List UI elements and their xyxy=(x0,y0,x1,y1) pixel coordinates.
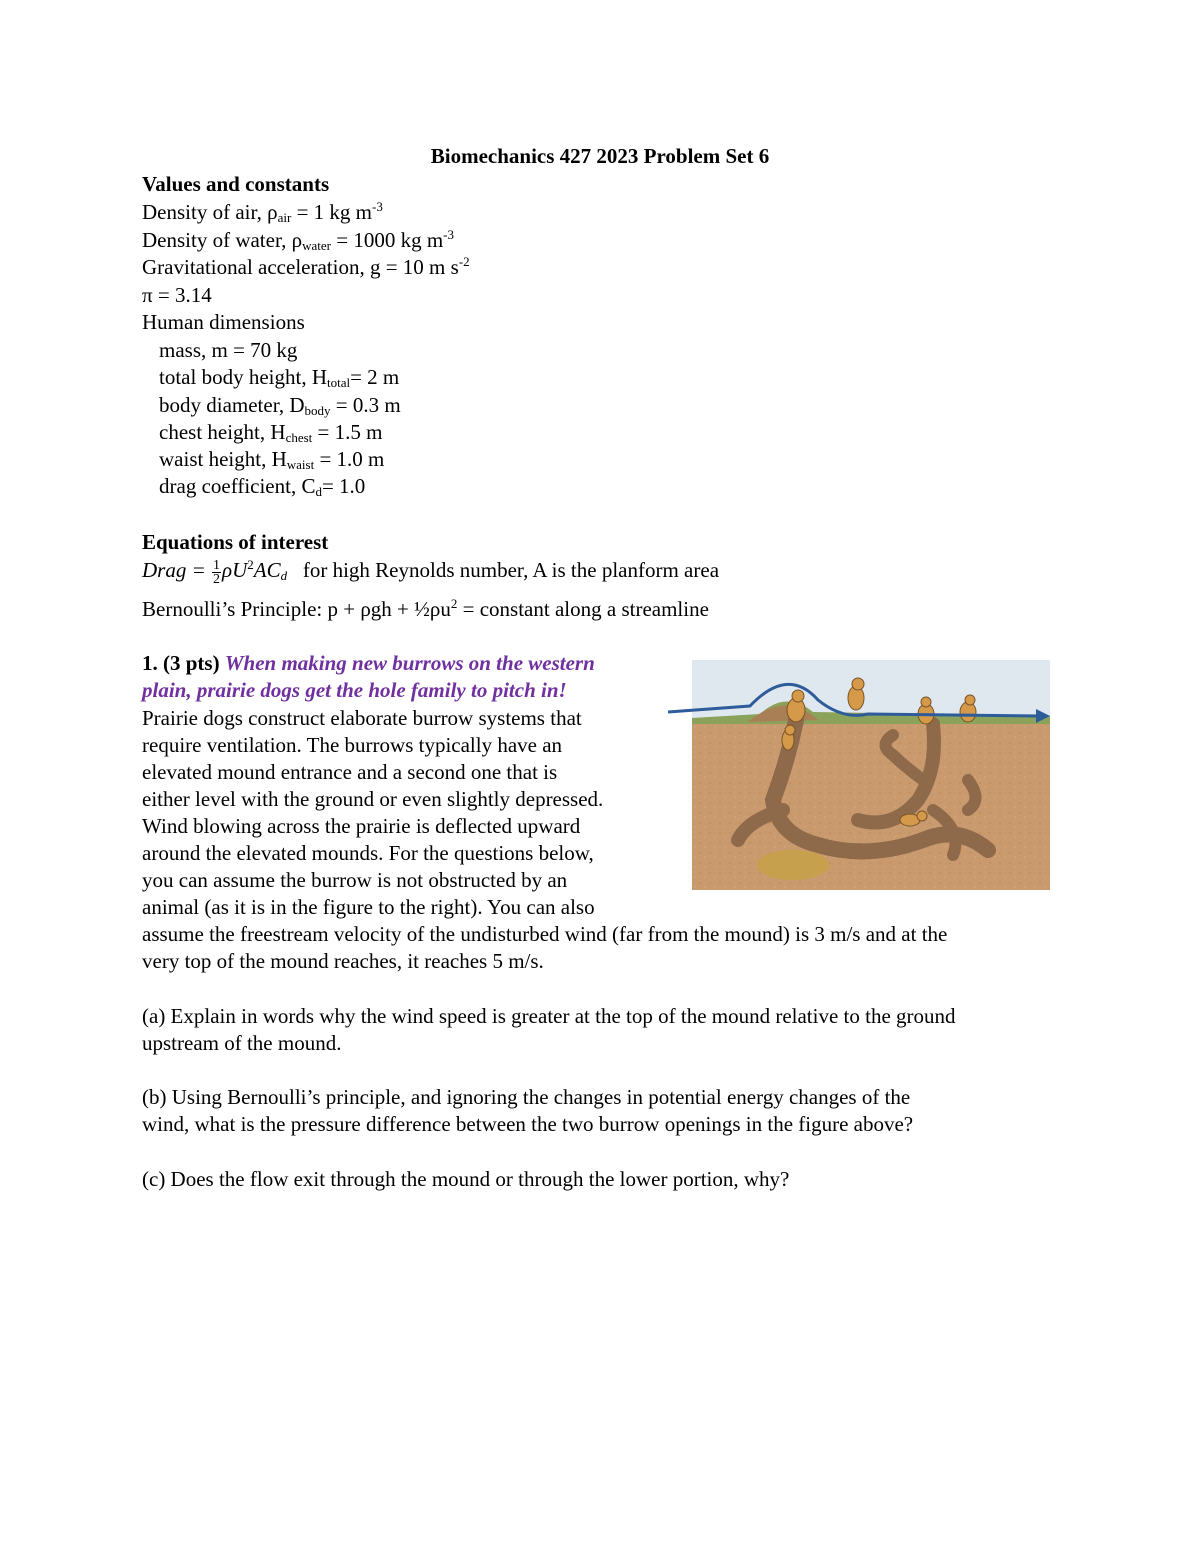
question-1-text: Wind blowing across the prairie is deflected upward xyxy=(142,814,581,838)
question-1-text: require ventilation. The burrows typically have an xyxy=(142,733,563,757)
question-1-text: you can assume the burrow is not obstructed by an xyxy=(142,868,568,892)
question-1-text: either level with the ground or even slightly depressed. xyxy=(142,787,604,811)
drag-coefficient: drag coefficient, $C_d= 1.0$ xyxy=(159,474,366,499)
equations-heading: Equations of interest xyxy=(142,530,329,554)
part-b: (b) Using Bernoulli’s principle, and ignoring the changes in potential energy changes of the xyxy=(142,1085,911,1109)
part-a: upstream of the mound. xyxy=(142,1031,342,1055)
question-1-text: very top of the mound reaches, it reaches 5 m/s. xyxy=(142,949,544,973)
question-1-text: around the elevated mounds. For the questions below, xyxy=(142,841,594,865)
page-title: Biomechanics 427 2023 Problem Set 6 xyxy=(430,144,770,168)
human-mass: mass, m = 70 kg xyxy=(159,338,298,362)
part-b: wind, what is the pressure difference between the two burrow openings in the figure above? xyxy=(142,1112,914,1136)
pi-value: π = 3.14 xyxy=(142,283,212,307)
chest-height: chest height, $H_{chest} = 1.5$ m xyxy=(159,420,383,445)
question-1-text: animal (as it is in the figure to the right). You can also xyxy=(142,895,595,919)
bernoulli-principle: Bernoulli’s Principle: $p + \rho gh + \frac{1}{2}\rho u^2$ = constant along a streamline xyxy=(142,596,709,621)
question-1-text: elevated mound entrance and a second one that is xyxy=(142,760,558,784)
one-half-fraction: $\frac{1}{2}$ xyxy=(213,557,221,587)
prairie-dog-burrow-figure xyxy=(668,660,1050,890)
drag-equation: Drag = $\frac{1}{2}$ $\rho U^2AC_d$ for high Reynolds number, A is the planform area xyxy=(142,557,720,587)
soil xyxy=(692,718,1050,890)
question-1-header: 1. (3 pts) When making new burrows on the western xyxy=(142,651,595,675)
part-c: (c) Does the flow exit through the mound or through the lower portion, why? xyxy=(142,1167,790,1191)
question-1-text: Prairie dogs construct elaborate burrow systems that xyxy=(142,706,582,730)
human-dimensions-heading: Human dimensions xyxy=(142,310,305,334)
question-1-text: assume the freestream velocity of the undisturbed wind (far from the mound) is 3 m/s and at the xyxy=(142,922,948,946)
body-diameter: body diameter, $D_{body} = 0.3$ m xyxy=(159,393,401,418)
values-heading: Values and constants xyxy=(142,172,330,196)
gravity: Gravitational acceleration, g = 10 m $s^{-2}$ xyxy=(142,254,470,279)
question-1-tagline: plain, prairie dogs get the hole family to pitch in! xyxy=(142,678,567,702)
human-height: total body height, $H_{total}= 2$ m xyxy=(159,365,400,390)
density-air: Density of air, $\rho_{air} = 1$ kg $m^{-3}$ xyxy=(142,199,383,225)
waist-height: waist height, $H_{waist} = 1.0$ m xyxy=(159,447,385,472)
density-water: Density of water, $\rho_{water} = 1000$ kg $m^{-3}$ xyxy=(142,227,455,253)
part-a: (a) Explain in words why the wind speed is greater at the top of the mound relative to the ground xyxy=(142,1004,956,1028)
nest-chamber xyxy=(757,850,829,880)
